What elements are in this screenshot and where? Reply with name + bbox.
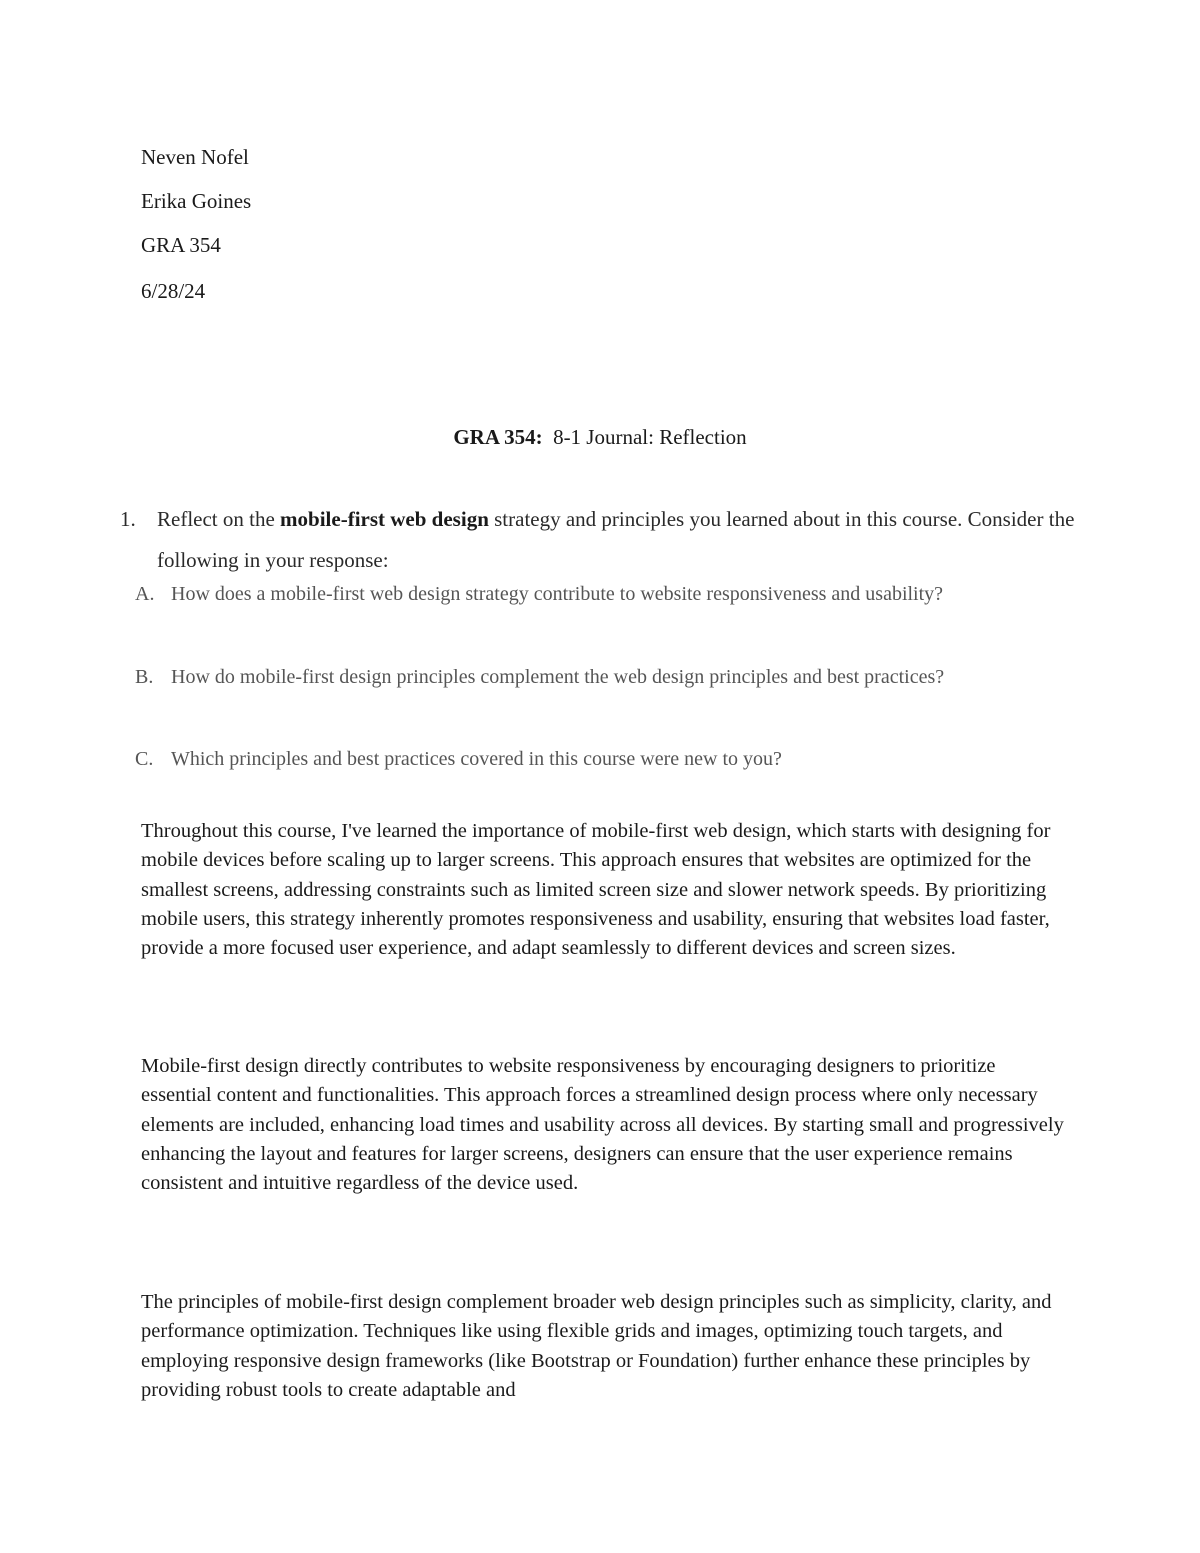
title-assignment: 8-1 Journal: Reflection xyxy=(553,425,747,449)
student-name: Neven Nofel xyxy=(141,145,249,169)
instructor-name: Erika Goines xyxy=(141,189,252,213)
document-title xyxy=(0,424,1200,450)
prompt-text-after: strategy and principles you learned about in this course. Consider the following in your response: xyxy=(157,507,1075,572)
paragraph-2: Mobile-first design directly contributes to website responsiveness by encouraging designers to prioritize essential content and functionalities. This approach forces a streamlined design process where only necessary elements are included, enhancing load times and usability across all devices. By starting small and progressively enhancing the layout and features for larger screens, designers can ensure that the user experience remains consistent and intuitive regardless of the device used. xyxy=(141,1055,1064,1195)
prompt-text-bold: mobile-first web design xyxy=(280,507,489,531)
sub-question-letter-c: C. xyxy=(135,748,154,770)
date: 6/28/24 xyxy=(141,279,206,303)
paragraph-1: Throughout this course, I've learned the importance of mobile-first web design, which starts with designing for mobile devices before scaling up to larger screens. This approach ensures that websites are optimized for the smallest screens, addressing constraints such as limited screen size and slower network speeds. By prioritizing mobile users, this strategy inherently promotes responsiveness and usability, ensuring that websites load faster, provide a more focused user experience, and adapt seamlessly to different devices and screen sizes. xyxy=(141,820,1051,960)
prompt-text xyxy=(157,499,1077,581)
prompt-number: 1. xyxy=(120,507,136,531)
paragraph-3: The principles of mobile-first design complement broader web design principles such as simplicity, clarity, and performance optimization. Techniques like using flexible grids and images, optimizing touch targets, and employing responsive design frameworks (like Bootstrap or Foundation) further enhance these principles by providing robust tools to create adaptable and xyxy=(141,1291,1052,1401)
title-course: GRA 354: xyxy=(453,425,543,449)
sub-question-a: How does a mobile-first web design strategy contribute to website responsiveness and usability? xyxy=(171,583,944,605)
sub-question-c: Which principles and best practices covered in this course were new to you? xyxy=(171,748,782,770)
course-code: GRA 354 xyxy=(141,233,221,257)
sub-question-letter-b: B. xyxy=(135,666,154,688)
sub-question-letter-a: A. xyxy=(135,583,155,605)
prompt-text-before: Reflect on the xyxy=(157,507,281,531)
sub-question-b: How do mobile-first design principles complement the web design principles and best practices? xyxy=(171,666,945,688)
